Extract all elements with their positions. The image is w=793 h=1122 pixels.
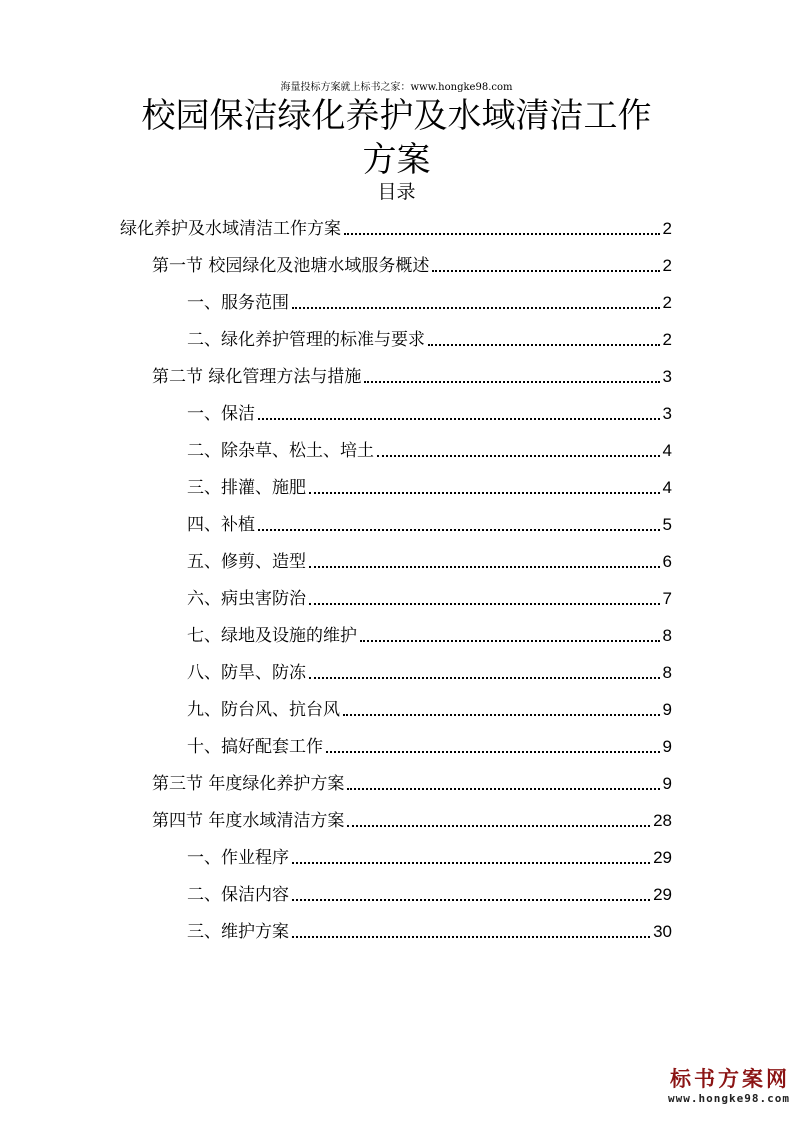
toc-leader-dots [347,824,650,827]
toc-entry-label: 十、搞好配套工作 [187,737,323,757]
toc-entry-page: 4 [662,478,672,497]
toc-entry-page: 5 [662,515,672,534]
brand-watermark [640,1066,790,1105]
toc-entry-page: 2 [662,330,672,349]
toc-entry-label: 一、保洁 [187,404,255,424]
toc-entry-page: 9 [662,737,672,756]
toc-entry-label: 七、绿地及设施的维护 [187,626,357,646]
toc-entry[interactable] [187,843,672,869]
toc-leader-dots [292,898,650,901]
title-line-1: 校园保洁绿化养护及水域清洁工作 [141,96,652,136]
toc-entry-label: 第四节 年度水域清洁方案 [152,811,345,831]
toc-leader-dots [258,417,660,420]
toc-entry-label: 一、服务范围 [187,293,289,313]
toc-entry[interactable] [152,806,672,832]
toc-entry-page: 29 [653,885,672,904]
toc-entry-label: 二、绿化养护管理的标准与要求 [187,330,425,350]
toc-entry[interactable] [187,547,672,573]
toc-entry-label: 绿化养护及水域清洁工作方案 [120,219,341,239]
toc-entry-page: 28 [653,811,672,830]
toc-leader-dots [360,639,660,642]
title-line-2: 方案 [362,140,431,180]
toc-leader-dots [344,232,660,235]
toc-entry-page: 6 [662,552,672,571]
toc-entry-label: 五、修剪、造型 [187,552,306,572]
toc-entry-page: 2 [662,293,672,312]
toc-leader-dots [343,713,660,716]
toc-entry-page: 29 [653,848,672,867]
toc-entry[interactable] [187,695,672,721]
toc-entry-label: 四、补植 [187,515,255,535]
toc-entry-label: 一、作业程序 [187,848,289,868]
toc-leader-dots [309,602,660,605]
toc-entry-page: 9 [662,700,672,719]
toc-entry-page: 3 [662,404,672,423]
toc-leader-dots [377,454,660,457]
toc-entry[interactable] [152,251,672,277]
toc-entry-page: 2 [662,256,672,275]
toc-entry-page: 30 [653,922,672,941]
toc-entry-label: 二、保洁内容 [187,885,289,905]
toc-entry-label: 二、除杂草、松土、培土 [187,441,374,461]
toc-entry[interactable] [187,399,672,425]
toc-heading: 目录 [377,181,416,203]
toc-entry-page: 3 [662,367,672,386]
toc-leader-dots [432,269,659,272]
toc-entry[interactable] [187,658,672,684]
toc-entry[interactable] [152,362,672,388]
toc-entry[interactable] [187,621,672,647]
toc-leader-dots [292,861,650,864]
toc-leader-dots [428,343,660,346]
toc-entry[interactable] [120,214,672,240]
toc-entry-page: 7 [662,589,672,608]
toc-entry[interactable] [187,473,672,499]
document-title [100,94,693,182]
toc-leader-dots [258,528,660,531]
toc-entry[interactable] [187,436,672,462]
toc-entry-label: 第一节 校园绿化及池塘水域服务概述 [152,256,430,276]
toc-entry-label: 三、排灌、施肥 [187,478,306,498]
toc-entry-label: 六、病虫害防治 [187,589,306,609]
toc-leader-dots [364,380,659,383]
toc-entry[interactable] [187,880,672,906]
header-note: 海量投标方案就上标书之家：www.hongke98.com [280,82,513,93]
toc-entry-page: 4 [662,441,672,460]
toc-entry[interactable] [187,325,672,351]
toc-entry-label: 三、维护方案 [187,922,289,942]
toc-leader-dots [292,935,650,938]
toc-entry[interactable] [187,288,672,314]
toc-entry[interactable] [187,917,672,943]
toc-entry-label: 第三节 年度绿化养护方案 [152,774,345,794]
toc-entry-page: 2 [662,219,672,238]
toc-entry-label: 第二节 绿化管理方法与措施 [152,367,362,387]
toc-entry[interactable] [187,510,672,536]
toc-entry[interactable] [152,769,672,795]
toc-entry-label: 九、防台风、抗台风 [187,700,340,720]
toc-entry-page: 9 [662,774,672,793]
toc-leader-dots [309,491,660,494]
toc-entry-page: 8 [662,663,672,682]
brand-name: 标书方案网 [670,1067,790,1091]
toc-leader-dots [292,306,660,309]
toc-leader-dots [309,565,660,568]
toc-leader-dots [347,787,659,790]
toc-entry-page: 8 [662,626,672,645]
toc-entry[interactable] [187,732,672,758]
toc-leader-dots [326,750,660,753]
toc-leader-dots [309,676,660,679]
brand-url: www.hongke98.com [668,1092,790,1105]
toc-entry-label: 八、防旱、防冻 [187,663,306,683]
toc-entry[interactable] [187,584,672,610]
